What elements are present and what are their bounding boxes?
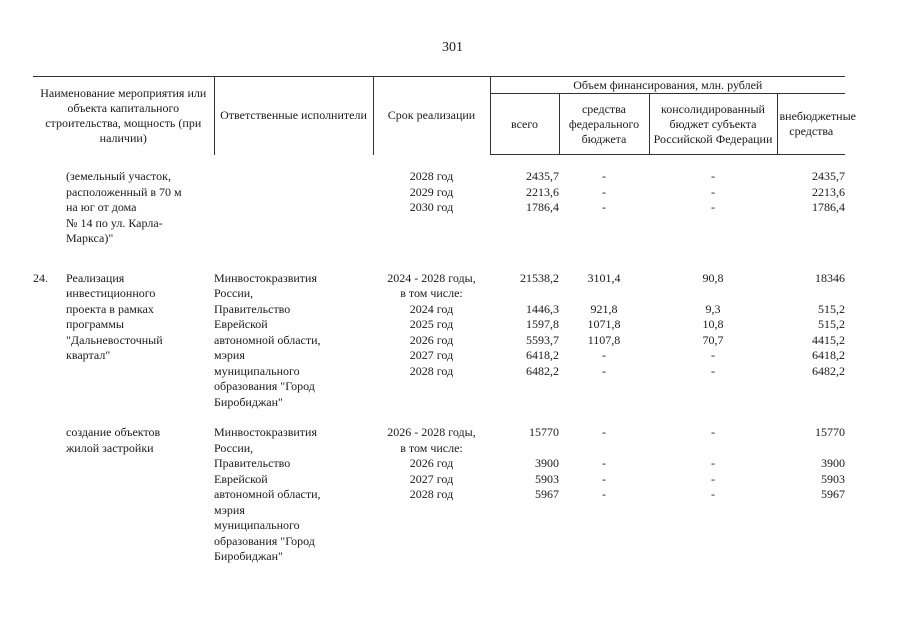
item-number-cell — [33, 549, 66, 565]
extrabudgetary-value — [777, 503, 845, 519]
federal-value — [559, 216, 649, 232]
item-number-cell — [33, 302, 66, 318]
extrabudgetary-value: 4415,2 — [812, 332, 846, 347]
item-number-cell — [33, 441, 66, 457]
header-extrabudgetary: внебюджетные средства — [777, 94, 845, 155]
responsible-line: автономной области, — [214, 487, 321, 501]
extrabudgetary-value — [777, 549, 845, 565]
federal-value: - — [602, 456, 606, 470]
item-name-line — [66, 549, 214, 565]
table-row — [33, 379, 845, 395]
header-funding: Объем финансирования, млн. рублей — [490, 77, 845, 94]
total-value: 3900 — [535, 456, 559, 470]
item-number-cell — [33, 456, 66, 472]
table-body — [33, 155, 845, 565]
table-row — [33, 534, 845, 550]
term-cell: в том числе: — [400, 286, 463, 300]
total-value: 6418,2 — [526, 348, 559, 362]
item-number-cell — [33, 379, 66, 395]
federal-value: - — [602, 471, 606, 486]
responsible-line — [214, 185, 373, 201]
term-cell: 2026 год — [409, 332, 454, 347]
item-name-line: (земельный участок, — [66, 169, 171, 183]
total-value — [490, 549, 559, 565]
total-value: 15770 — [529, 425, 559, 439]
item-number: 24. — [33, 270, 48, 285]
total-value: 6482,2 — [526, 363, 559, 378]
table-row — [33, 302, 845, 318]
consolidated-value: - — [711, 487, 715, 501]
responsible-line: Минвостокразвития — [214, 425, 317, 439]
federal-value: 921,8 — [590, 301, 618, 316]
total-value — [490, 231, 559, 247]
consolidated-value: - — [711, 348, 715, 362]
total-value: 2213,6 — [526, 184, 559, 199]
responsible-line: мэрия — [214, 348, 245, 362]
item-name-line: Маркса)" — [66, 231, 114, 245]
table-row — [33, 549, 845, 565]
total-value: 1786,4 — [526, 200, 559, 214]
table-row — [33, 441, 845, 457]
header-total: всего — [490, 94, 559, 155]
term-cell: в том числе: — [400, 440, 463, 455]
item-name-line: создание объектов — [66, 425, 161, 439]
item-name-line — [66, 487, 214, 503]
consolidated-value — [649, 549, 777, 565]
total-value: 5967 — [535, 487, 559, 501]
term-cell — [373, 216, 490, 232]
term-cell: 2027 год — [409, 471, 454, 486]
term-cell: 2024 год — [409, 301, 454, 316]
extrabudgetary-value: 5967 — [821, 487, 846, 501]
row-spacer — [33, 410, 845, 425]
term-cell: 2027 год — [409, 348, 454, 362]
item-number-cell — [33, 185, 66, 201]
extrabudgetary-value — [777, 518, 845, 534]
table-row — [33, 216, 845, 232]
table-row — [33, 503, 845, 519]
federal-value — [559, 231, 649, 247]
term-cell — [373, 379, 490, 395]
table-row — [33, 348, 845, 364]
item-name-line — [66, 364, 214, 380]
responsible-line: Правительство — [214, 456, 291, 470]
extrabudgetary-value: 5903 — [821, 471, 846, 486]
item-name-line: проекта в рамках — [66, 301, 154, 316]
term-cell: 2029 год — [409, 184, 454, 199]
consolidated-value — [649, 503, 777, 519]
consolidated-value — [649, 534, 777, 550]
term-cell: 2028 год — [409, 363, 454, 378]
item-number-cell — [33, 487, 66, 503]
row-spacer — [33, 247, 845, 271]
header-consolidated: консолидированный бюджет субъекта Российской Федерации — [649, 94, 777, 155]
item-name-line: квартал" — [66, 348, 111, 362]
federal-value — [559, 534, 649, 550]
extrabudgetary-value — [777, 534, 845, 550]
total-value — [490, 286, 559, 302]
table-row — [33, 518, 845, 534]
total-value — [490, 441, 559, 457]
federal-value: - — [602, 487, 606, 501]
item-name-line — [66, 456, 214, 472]
item-number-cell — [33, 425, 66, 441]
table-row — [33, 286, 845, 302]
table-row — [33, 317, 845, 333]
responsible-line: России, — [214, 440, 254, 455]
responsible-line: Правительство — [214, 301, 291, 316]
item-name-line — [66, 395, 214, 411]
federal-value — [559, 503, 649, 519]
table-row — [33, 395, 845, 411]
total-value: 2435,7 — [526, 169, 559, 183]
term-cell — [373, 503, 490, 519]
federal-value: 3101,4 — [587, 270, 621, 285]
item-number-cell — [33, 317, 66, 333]
responsible-line: Биробиджан" — [214, 549, 283, 563]
item-number-cell — [33, 231, 66, 247]
consolidated-value: - — [711, 456, 715, 470]
item-number-cell — [33, 472, 66, 488]
item-name-line — [66, 472, 214, 488]
extrabudgetary-value: 515,2 — [818, 301, 846, 316]
table-row — [33, 200, 845, 216]
item-number-cell — [33, 216, 66, 232]
item-number-cell — [33, 395, 66, 411]
table-row — [33, 487, 845, 503]
responsible-line — [214, 231, 373, 247]
item-number-cell — [33, 503, 66, 519]
responsible-line: образования "Город — [214, 379, 315, 393]
consolidated-value — [649, 231, 777, 247]
extrabudgetary-value: 1786,4 — [812, 200, 846, 214]
total-value: 5593,7 — [526, 332, 559, 347]
item-number-cell — [33, 534, 66, 550]
extrabudgetary-value: 2435,7 — [812, 169, 846, 183]
term-cell: 2026 год — [409, 456, 454, 470]
item-number-cell — [33, 333, 66, 349]
federal-value — [559, 395, 649, 411]
term-cell — [373, 231, 490, 247]
header-responsible: Ответственные исполнители — [214, 77, 373, 155]
responsible-line: России, — [214, 286, 254, 300]
row-spacer-cell — [33, 410, 845, 425]
federal-value — [559, 441, 649, 457]
federal-value: - — [602, 200, 606, 214]
total-value: 21538,2 — [520, 270, 559, 285]
consolidated-value: - — [711, 363, 715, 378]
table-row — [33, 185, 845, 201]
responsible-line: муниципального — [214, 518, 300, 532]
item-number-cell — [33, 518, 66, 534]
extrabudgetary-value — [777, 441, 845, 457]
term-cell: 2024 - 2028 годы, — [387, 270, 476, 285]
extrabudgetary-value: 15770 — [815, 425, 846, 439]
total-value — [490, 534, 559, 550]
extrabudgetary-value — [777, 231, 845, 247]
item-number-cell — [33, 169, 66, 185]
total-value: 1446,3 — [526, 301, 559, 316]
consolidated-value — [649, 216, 777, 232]
consolidated-value — [649, 395, 777, 411]
consolidated-value: 90,8 — [702, 270, 724, 285]
responsible-line: муниципального — [214, 363, 300, 378]
federal-value: - — [602, 169, 606, 183]
item-number-cell — [33, 364, 66, 380]
item-number-cell — [33, 200, 66, 216]
table-row — [33, 333, 845, 349]
total-value — [490, 518, 559, 534]
table-row — [33, 456, 845, 472]
term-cell: 2028 год — [409, 169, 454, 183]
extrabudgetary-value: 6418,2 — [812, 348, 846, 362]
item-number-cell — [33, 348, 66, 364]
responsible-line: Минвостокразвития — [214, 270, 317, 285]
consolidated-value: - — [711, 200, 715, 214]
responsible-line: Еврейской — [214, 317, 268, 331]
consolidated-value: - — [711, 169, 715, 183]
table-row — [33, 271, 845, 287]
term-cell — [373, 549, 490, 565]
extrabudgetary-value: 18346 — [815, 270, 846, 285]
table-row — [33, 231, 845, 247]
term-cell — [373, 534, 490, 550]
consolidated-value — [649, 286, 777, 302]
extrabudgetary-value: 515,2 — [818, 317, 846, 331]
table-row — [33, 425, 845, 441]
item-name-line — [66, 518, 214, 534]
responsible-line: Еврейской — [214, 471, 268, 486]
consolidated-value — [649, 441, 777, 457]
total-value — [490, 503, 559, 519]
page-number: 301 — [442, 40, 463, 55]
consolidated-value: - — [711, 425, 715, 439]
header-name: Наименование мероприятия или объекта капитального строительства, мощность (при наличии) — [33, 77, 214, 155]
responsible-line — [214, 216, 373, 232]
total-value: 1597,8 — [526, 317, 559, 331]
term-cell: 2026 - 2028 годы, — [387, 425, 476, 439]
item-name-line: расположенный в 70 м — [66, 184, 182, 199]
header-term: Срок реализации — [373, 77, 490, 155]
item-name-line — [66, 534, 214, 550]
item-name-line: инвестиционного — [66, 286, 156, 300]
consolidated-value: 70,7 — [702, 332, 724, 347]
table-row — [33, 169, 845, 185]
financing-table — [33, 76, 856, 565]
consolidated-value — [649, 518, 777, 534]
federal-value: - — [602, 363, 606, 378]
federal-value — [559, 286, 649, 302]
extrabudgetary-value — [777, 395, 845, 411]
federal-value: - — [602, 425, 606, 439]
consolidated-value: 10,8 — [702, 317, 724, 331]
total-value — [490, 379, 559, 395]
consolidated-value: - — [711, 184, 715, 199]
total-value — [490, 395, 559, 411]
federal-value: - — [602, 348, 606, 362]
item-name-line — [66, 503, 214, 519]
item-name-line: № 14 по ул. Карла- — [66, 215, 163, 230]
federal-value: - — [602, 184, 606, 199]
responsible-line: мэрия — [214, 502, 245, 517]
extrabudgetary-value: 2213,6 — [812, 184, 846, 199]
item-number-cell — [33, 286, 66, 302]
row-spacer-cell — [33, 247, 845, 271]
responsible-line: Биробиджан" — [214, 394, 283, 409]
term-cell — [373, 518, 490, 534]
extrabudgetary-value: 3900 — [821, 456, 846, 470]
table-row — [33, 364, 845, 380]
item-name-line: Реализация — [66, 270, 125, 285]
federal-value: 1107,8 — [587, 332, 621, 347]
federal-value — [559, 549, 649, 565]
consolidated-value: - — [711, 471, 715, 486]
responsible-line — [214, 169, 373, 185]
federal-value: 1071,8 — [587, 317, 621, 331]
term-cell: 2030 год — [409, 200, 454, 214]
consolidated-value: 9,3 — [705, 301, 721, 316]
extrabudgetary-value — [777, 216, 845, 232]
extrabudgetary-value — [777, 379, 845, 395]
responsible-line: образования "Город — [214, 533, 315, 548]
table-row — [33, 472, 845, 488]
item-name-line: "Дальневосточный — [66, 332, 163, 347]
term-cell — [373, 395, 490, 411]
total-value: 5903 — [535, 471, 559, 486]
item-name-line: программы — [66, 317, 124, 331]
item-name-line: на юг от дома — [66, 200, 137, 214]
federal-value — [559, 379, 649, 395]
item-name-line: жилой застройки — [66, 440, 154, 455]
consolidated-value — [649, 379, 777, 395]
responsible-line — [214, 200, 373, 216]
extrabudgetary-value — [777, 286, 845, 302]
item-name-line — [66, 379, 214, 395]
federal-value — [559, 518, 649, 534]
term-cell: 2028 год — [409, 487, 454, 501]
responsible-line: автономной области, — [214, 332, 321, 347]
term-cell: 2025 год — [409, 317, 454, 331]
header-federal: средства федерального бюджета — [559, 94, 649, 155]
extrabudgetary-value: 6482,2 — [812, 363, 846, 378]
total-value — [490, 216, 559, 232]
